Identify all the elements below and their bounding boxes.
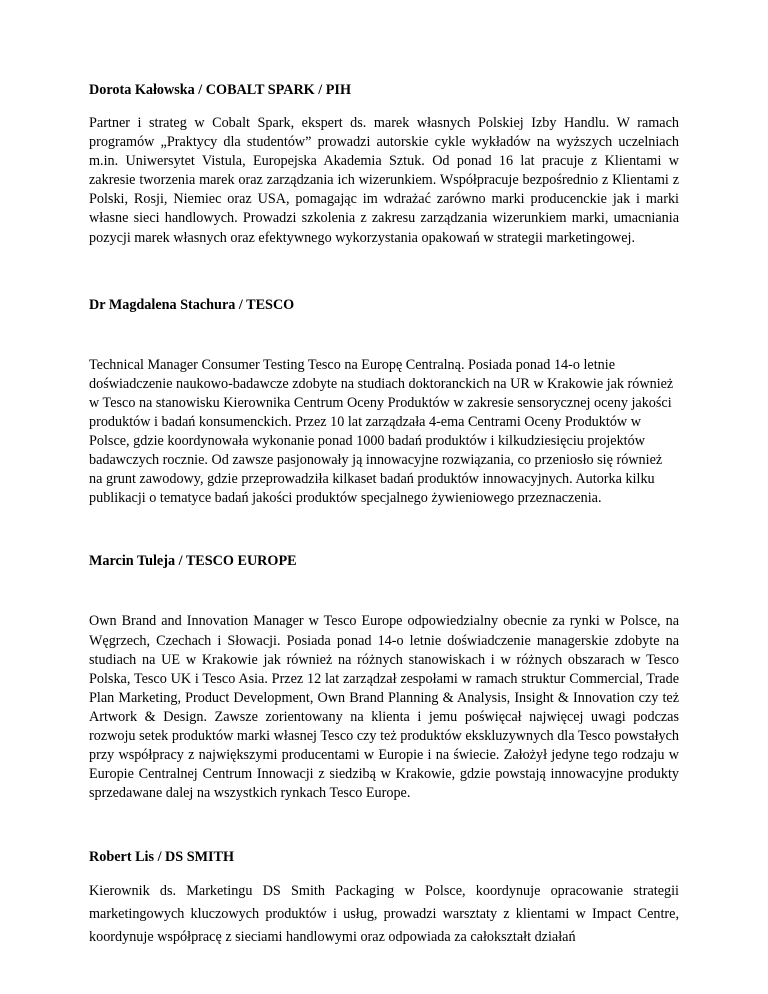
document-page [89, 79, 679, 949]
bio-section-lis [89, 846, 679, 949]
bio-heading: Robert Lis / DS SMITH [89, 849, 235, 866]
bio-text: Partner i strateg w Cobalt Spark, ekspert ds. marek własnych Polskiej Izby Handlu. W ramach programów „Praktycy dla studentów” prowadzi autorskie cykle wykładów na wyższych uczelniach m.in. Uniwersytet Vistula, Europejska Akademia Sztuk. Od ponad 16 lat pracuje z Klientami w zakresie tworzenia marek oraz zarządzania ich wizerunkiem. Współpracuje bezpośrednio z Klientami z Polski, Rosji, Niemiec oraz USA, pomagając im wdrażać zarówno marki producenckie jak i marki własne sieci handlowych. Prowadzi szkolenia z zakresu zarządzania wizerunkiem marki, umacniania pozycji marek własnych oraz efektywnego wykorzystania opakowań w strategii marketingowej. [89, 115, 679, 246]
bio-text: Own Brand and Innovation Manager w Tesco Europe odpowiedzialny obecnie za rynki w Polsce, na Węgrzech, Czechach i Słowacji. Posiada ponad 14-o letnie doświadczenie managerskie zdobyte na studiach na UE w Krakowie jak również na różnych stanowiskach i w różnych obszarach w Tesco Polska, Tesco UK i Tesco Asia. Przez 12 lat zarządzał zespołami w ramach struktur Commercial, Trade Plan Marketing, Product Development, Own Brand Planning & Analysis, Insight & Innovation czy też Artwork & Design. Zawsze zorientowany na klienta i jemu poświęcał najwięcej uwagi podczas rozwoju setek produktów marki własnej Tesco czy też produktów ekskluzywnych dla Tesco powstałych przy współpracy z największymi producentami w Europie i na świecie. Założył jedyne tego rodzaju w Europie Centralnej Centrum Innowacji z siedzibą w Krakowie, gdzie powstają innowacyjne produkty sprzedawane dalej na wszystkich rynkach Tesco Europe. [89, 613, 679, 802]
bio-text: Technical Manager Consumer Testing Tesco na Europę Centralną. Posiada ponad 14-o letnie doświadczenie naukowo-badawcze zdobyte na studiach doktoranckich na UR w Krakowie jak również w Tesco na stanowisku Kierownika Centrum Oceny Produktów w zakresie sensorycznej oceny jakości produktów i badań konsumenckich. Przez 10 lat zarządzała 4-ema Centrami Oceny Produktów w Polsce, gdzie koordynowała wykonanie ponad 1000 badań produktów i kilkudziesięciu projektów badawczych rocznie. Od zawsze pasjonowały ją innowacyjne rozwiązania, co przeniosło się również na grunt zawodowy, gdzie przeprowadziła kilkaset badań produktów innowacyjnych. Autorka kilku publikacji o tematyce badań jakości produktów specjalnego żywieniowego przeznaczenia. [89, 356, 674, 507]
bio-text: Kierownik ds. Marketingu DS Smith Packaging w Polsce, koordynuje opracowanie strategii marketingowych kluczowych produktów i usług, prowadzi warsztaty z klientami w Impact Centre, koordynuje współpracę z sieciami handlowymi oraz odpowiada za całokształt działań [89, 883, 679, 946]
bio-section-kalowska [89, 79, 679, 248]
bio-section-stachura [89, 294, 679, 509]
bio-section-tuleja [89, 550, 679, 803]
bio-heading: Marcin Tuleja / TESCO EUROPE [89, 553, 297, 570]
bio-heading: Dr Magdalena Stachura / TESCO [89, 296, 295, 313]
bio-heading: Dorota Kałowska / COBALT SPARK / PIH [89, 82, 351, 98]
